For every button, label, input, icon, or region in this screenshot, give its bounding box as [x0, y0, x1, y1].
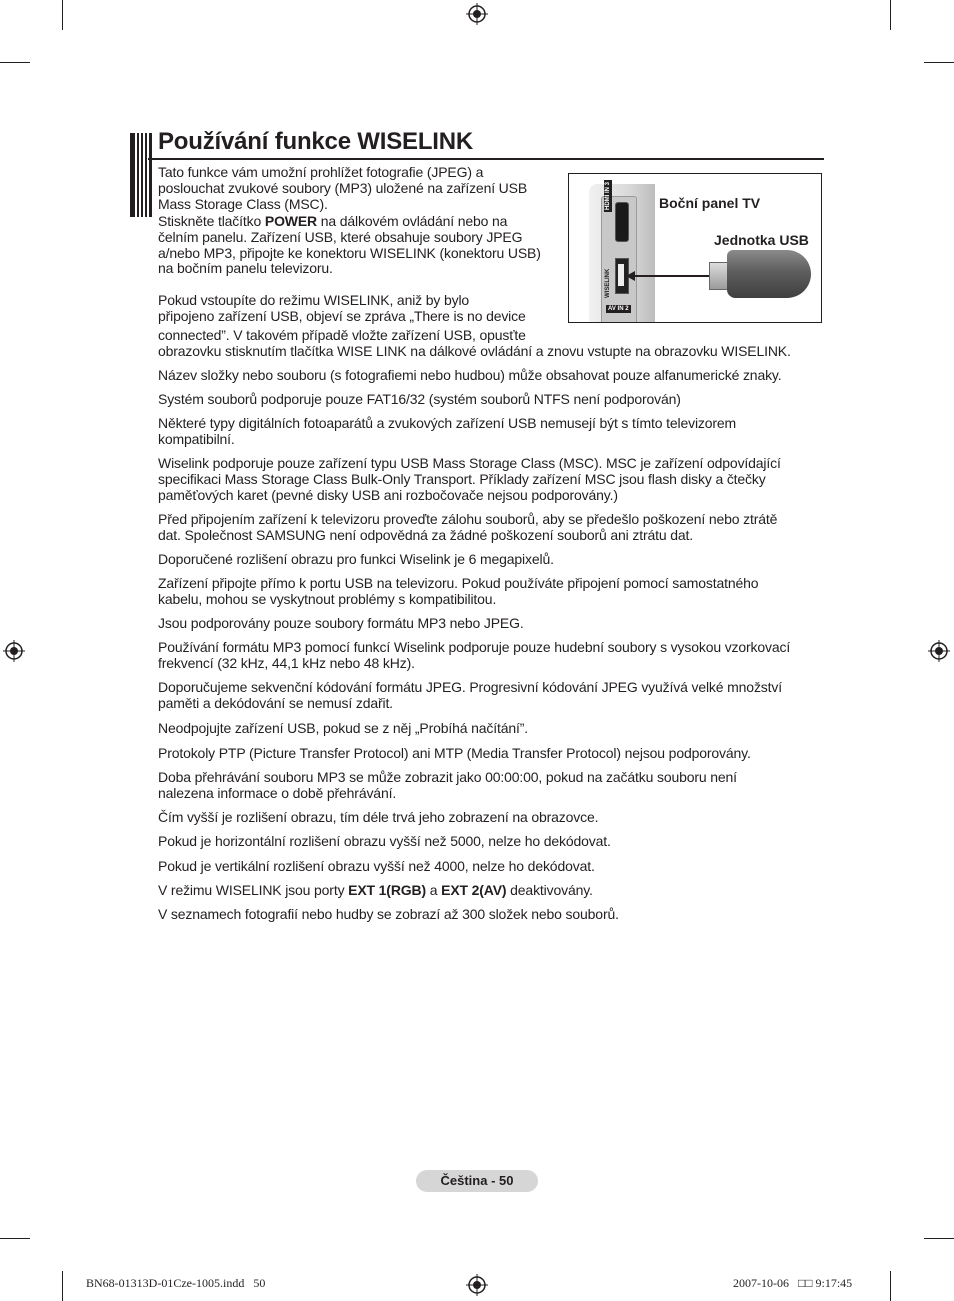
crop-mark [0, 62, 30, 63]
note-line: paměti a dekódování se nemusí zdařit. [158, 695, 393, 711]
registration-mark-icon [3, 640, 25, 662]
tv-side-panel-figure [568, 173, 822, 323]
crop-mark [890, 0, 891, 30]
note-paragraph [158, 391, 826, 407]
note-paragraph [158, 639, 826, 671]
av-in-port-label: AV IN 2 [608, 306, 629, 312]
usb-port-slot [618, 264, 624, 286]
intro-text: Stiskněte tlačítko [158, 213, 265, 229]
crop-mark [62, 0, 63, 30]
intro-line [158, 213, 507, 229]
page-title: Používání funkce WISELINK [158, 128, 474, 155]
registration-mark-icon [928, 640, 950, 662]
note-paragraph [158, 367, 826, 383]
crop-mark [0, 1238, 30, 1239]
intro-text: na dálkovém ovládání nebo na [317, 213, 508, 229]
note-text: a [426, 882, 442, 898]
note-line: nalezena informace o době přehrávání. [158, 785, 397, 801]
note-paragraph [158, 415, 826, 447]
crop-mark [62, 1271, 63, 1301]
intro-line: Mass Storage Class (MSC). [158, 196, 328, 212]
intro-line: čelním panelu. Zařízení USB, které obsahuje soubory JPEG [158, 229, 523, 245]
note-line: Některé typy digitálních fotoaparátů a zvukových zařízení USB nemusejí být s tímto televizorem [158, 415, 737, 431]
intro-line: na bočním panelu televizoru. [158, 260, 333, 276]
note-line: Protokoly PTP (Picture Transfer Protocol) ani MTP (Media Transfer Protocol) nejsou podporovány. [158, 745, 751, 761]
note-text: deaktivovány. [506, 882, 593, 898]
note-line: Zařízení připojte přímo k portu USB na televizoru. Pokud používáte připojení pomocí samostatného [158, 575, 759, 591]
print-slug-timestamp: 2007-10-06 □□ 9:17:45 [733, 1276, 853, 1290]
print-slug-filename: BN68-01313D-01Cze-1005.indd 50 [86, 1276, 266, 1290]
note-paragraph [158, 809, 826, 825]
note-paragraph [158, 455, 826, 503]
note-line: Jsou podporovány pouze soubory formátu MP3 nebo JPEG. [158, 615, 524, 631]
note-paragraph [158, 511, 826, 543]
note-line: frekvencí (32 kHz, 44,1 kHz nebo 48 kHz). [158, 655, 415, 671]
title-rule [148, 158, 824, 160]
crop-mark [924, 62, 954, 63]
intro-line: poslouchat zvukové soubory (MP3) uložené na zařízení USB [158, 180, 528, 196]
intro-line: connected”. V takovém případě vložte zařízení USB, opusťte [158, 327, 526, 343]
note-text: V režimu WISELINK jsou porty [158, 882, 349, 898]
note-line: Wiselink podporuje pouze zařízení typu USB Mass Storage Class (MSC). MSC je zařízení odpovídající [158, 455, 781, 471]
power-button-name: POWER [264, 213, 318, 229]
note-line: kabelu, mohou se vyskytnout problémy s kompatibilitou. [158, 591, 497, 607]
note-line: Doporučené rozlišení obrazu pro funkci Wiselink je 6 megapixelů. [158, 551, 554, 567]
note-paragraph [158, 858, 826, 874]
note-line: Název složky nebo souboru (s fotografiemi nebo hudbou) může obsahovat pouze alfanumerické znaky. [158, 367, 782, 383]
wiselink-port-label: WISELINK [605, 268, 611, 298]
note-line: Používání formátu MP3 pomocí funkcí Wiselink podporuje pouze hudební soubory s vysokou vzorkovací [158, 639, 791, 655]
intro-line: a/nebo MP3, připojte ke konektoru WISELINK (konektoru USB) [158, 245, 541, 261]
registration-mark-icon [466, 1274, 488, 1296]
note-line: V seznamech fotografií nebo hudby se zobrazí až 300 složek nebo souborů. [158, 906, 619, 922]
figure-label-side-panel: Boční panel TV [659, 195, 761, 211]
title-decoration-bar [130, 133, 152, 217]
note-line: paměťových karet (pevné disky USB ani rozbočovače nejsou podporovány.) [158, 487, 618, 503]
note-paragraph [158, 720, 826, 736]
port-name-ext2: EXT 2(AV) [441, 882, 507, 898]
note-line: Před připojením zařízení k televizoru proveďte zálohu souborů, aby se předešlo poškození nebo ztrátě [158, 511, 778, 527]
hdmi-port-icon [615, 202, 629, 242]
note-line: kompatibilní. [158, 431, 235, 447]
arrow-head-icon [626, 271, 635, 281]
arrow-line [629, 275, 714, 277]
page-number-badge: Čeština - 50 [416, 1170, 538, 1192]
hdmi-port-label: HDMI IN 3 [605, 181, 611, 210]
note-paragraph [158, 769, 826, 801]
intro-line: připojeno zařízení USB, objeví se zpráva „There is no device [158, 308, 526, 324]
note-line: Pokud je vertikální rozlišení obrazu vyšší než 4000, nelze ho dekódovat. [158, 858, 595, 874]
note-line: Doporučujeme sekvenční kódování formátu JPEG. Progresivní kódování JPEG využívá velké množství [158, 679, 782, 695]
figure-label-usb-drive: Jednotka USB [714, 232, 809, 248]
note-line: specifikaci Mass Storage Class Bulk-Only Transport. Příklady zařízení MSC jsou flash disky a čtečky [158, 471, 766, 487]
crop-mark [890, 1271, 891, 1301]
note-paragraph [158, 575, 826, 607]
note-paragraph [158, 615, 826, 631]
crop-mark [924, 1238, 954, 1239]
note-line: Doba přehrávání souboru MP3 se může zobrazit jako 00:00:00, pokud na začátku souboru není [158, 769, 737, 785]
intro-line: Pokud vstoupíte do režimu WISELINK, aniž by bylo [158, 292, 470, 308]
note-line: Čím vyšší je rozlišení obrazu, tím déle trvá jeho zobrazení na obrazovce. [158, 809, 599, 825]
usb-drive-icon [727, 250, 811, 298]
note-paragraph [158, 679, 826, 711]
note-paragraph [158, 882, 826, 898]
note-paragraph [158, 833, 826, 849]
note-paragraph [158, 551, 826, 567]
note-line: dat. Společnost SAMSUNG není odpovědná za žádné poškození souborů ani ztrátu dat. [158, 527, 693, 543]
note-line: Pokud je horizontální rozlišení obrazu vyšší než 5000, nelze ho dekódovat. [158, 833, 611, 849]
registration-mark-icon [466, 3, 488, 25]
port-name-ext1: EXT 1(RGB) [348, 882, 426, 898]
note-line: Neodpojujte zařízení USB, pokud se z něj „Probíhá načítání”. [158, 720, 528, 736]
intro-line: Tato funkce vám umožní prohlížet fotografie (JPEG) a [158, 164, 484, 180]
note-paragraph [158, 745, 826, 761]
note-line: Systém souborů podporuje pouze FAT16/32 (systém souborů NTFS není podporován) [158, 391, 681, 407]
note-paragraph [158, 906, 826, 922]
intro-line: obrazovku stisknutím tlačítka WISE LINK na dálkové ovládání a znovu vstupte na obrazovku WISELINK. [158, 343, 791, 359]
